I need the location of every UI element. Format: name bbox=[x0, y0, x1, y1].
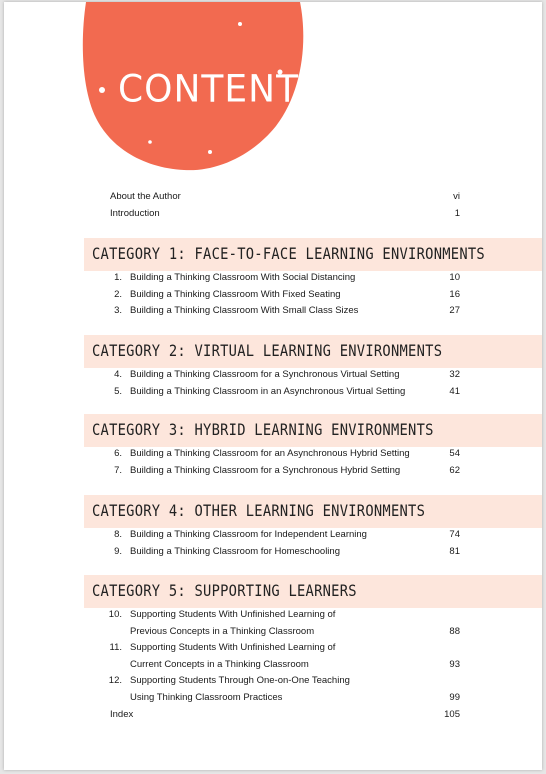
toc-chapter-entry[interactable] bbox=[4, 272, 542, 289]
category-heading: CATEGORY 1: FACE-TO-FACE LEARNING ENVIRONMENTS bbox=[92, 244, 485, 263]
toc-chapter-entry[interactable] bbox=[4, 386, 542, 403]
chapter-title: Supporting Students Through One-on-One Teaching bbox=[130, 675, 350, 686]
chapter-title: Using Thinking Classroom Practices bbox=[130, 691, 283, 703]
category-band bbox=[84, 495, 542, 528]
chapter-number: 6. bbox=[114, 448, 122, 459]
chapter-page: 41 bbox=[449, 385, 460, 397]
toc-chapter-entry[interactable] bbox=[4, 289, 542, 306]
chapter-title: Building a Thinking Classroom for a Synchronous Hybrid Setting bbox=[130, 464, 401, 476]
toc-chapter-entry[interactable] bbox=[4, 546, 542, 563]
entry-title: About the Author bbox=[110, 191, 181, 202]
chapter-number: 7. bbox=[114, 464, 122, 476]
category-heading: CATEGORY 3: HYBRID LEARNING ENVIRONMENTS bbox=[92, 420, 434, 439]
chapter-number: 8. bbox=[114, 529, 122, 540]
toc-chapter-entry[interactable] bbox=[4, 609, 542, 642]
chapter-page: 74 bbox=[449, 529, 460, 540]
toc-entry-about-author[interactable] bbox=[4, 191, 542, 208]
toc-chapter-entry[interactable] bbox=[4, 529, 542, 546]
chapter-page: 32 bbox=[449, 369, 460, 380]
chapter-number: 11. bbox=[109, 642, 122, 653]
chapter-page: 88 bbox=[449, 625, 460, 637]
chapter-page: 81 bbox=[449, 545, 460, 557]
chapter-number: 9. bbox=[114, 545, 122, 557]
chapter-title: Building a Thinking Classroom With Fixed Seating bbox=[130, 288, 341, 300]
toc-chapter-entry[interactable] bbox=[4, 448, 542, 465]
chapter-number: 1. bbox=[114, 272, 122, 283]
entry-page: 105 bbox=[444, 709, 460, 720]
entry-title: Introduction bbox=[110, 208, 160, 219]
toc-chapter-entry[interactable] bbox=[4, 675, 542, 708]
category-heading: CATEGORY 2: VIRTUAL LEARNING ENVIRONMENTS bbox=[92, 341, 443, 360]
chapter-title: Building a Thinking Classroom With Small Class Sizes bbox=[130, 305, 359, 316]
chapter-page: 99 bbox=[449, 691, 460, 703]
chapter-page: 10 bbox=[449, 272, 460, 283]
toc-chapter-entry[interactable] bbox=[4, 465, 542, 482]
category-heading: CATEGORY 5: SUPPORTING LEARNERS bbox=[92, 581, 357, 600]
category-band bbox=[84, 414, 542, 447]
chapter-page: 54 bbox=[449, 448, 460, 459]
chapter-number: 12. bbox=[108, 675, 122, 686]
contents-page bbox=[4, 2, 542, 770]
toc-chapter-entry[interactable] bbox=[4, 642, 542, 675]
toc-chapter-entry[interactable] bbox=[4, 369, 542, 386]
page-title: CONTENTS bbox=[118, 67, 323, 112]
chapter-page: 62 bbox=[449, 464, 460, 476]
chapter-page: 27 bbox=[449, 305, 460, 316]
category-band bbox=[84, 238, 542, 271]
toc-chapter-entry[interactable] bbox=[4, 305, 542, 322]
chapter-title: Building a Thinking Classroom for Independent Learning bbox=[130, 529, 367, 540]
chapter-page: 93 bbox=[449, 658, 460, 670]
chapter-title: Building a Thinking Classroom for a Synchronous Virtual Setting bbox=[130, 369, 400, 380]
category-band bbox=[84, 575, 542, 608]
toc-entry-introduction[interactable] bbox=[4, 208, 542, 225]
chapter-title: Building a Thinking Classroom for Homeschooling bbox=[130, 545, 340, 557]
category-band bbox=[84, 335, 542, 368]
chapter-title: Building a Thinking Classroom in an Asynchronous Virtual Setting bbox=[130, 385, 406, 397]
chapter-title: Supporting Students With Unfinished Learning of bbox=[130, 642, 336, 653]
chapter-page: 16 bbox=[449, 288, 460, 300]
chapter-number: 3. bbox=[114, 305, 122, 316]
chapter-title: Building a Thinking Classroom With Social Distancing bbox=[130, 272, 356, 283]
entry-page: 1 bbox=[454, 208, 460, 219]
chapter-title: Current Concepts in a Thinking Classroom bbox=[130, 658, 309, 670]
chapter-title: Supporting Students With Unfinished Learning of bbox=[130, 609, 336, 620]
entry-page: vi bbox=[453, 191, 460, 202]
chapter-number: 2. bbox=[114, 288, 122, 300]
chapter-title: Building a Thinking Classroom for an Asynchronous Hybrid Setting bbox=[130, 448, 410, 459]
chapter-title: Previous Concepts in a Thinking Classroom bbox=[130, 625, 315, 637]
chapter-number: 5. bbox=[114, 385, 122, 397]
chapter-number: 10. bbox=[108, 609, 122, 620]
chapter-number: 4. bbox=[114, 369, 122, 380]
category-heading: CATEGORY 4: OTHER LEARNING ENVIRONMENTS bbox=[92, 501, 426, 520]
entry-title: Index bbox=[110, 709, 134, 720]
toc-entry-index[interactable] bbox=[4, 709, 542, 726]
